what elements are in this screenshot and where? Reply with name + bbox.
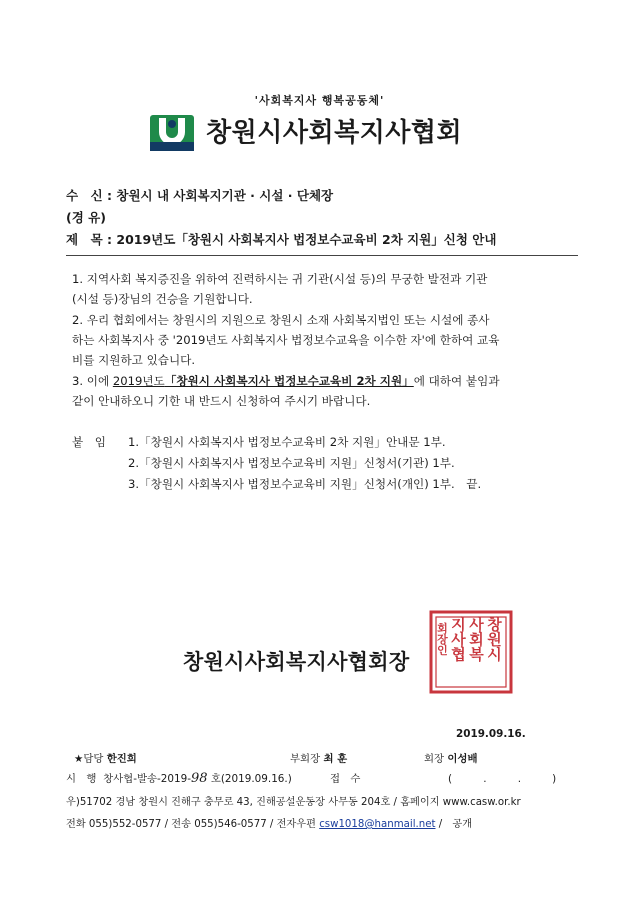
contact-line bbox=[66, 815, 472, 830]
email-link[interactable]: csw1018@hanmail.net bbox=[319, 819, 436, 830]
recipient-line bbox=[66, 186, 333, 204]
receipt-value: ( . . ) bbox=[448, 773, 557, 785]
approval-vice bbox=[290, 750, 347, 765]
address-line: 우)51702 경남 창원시 진해구 충무로 43, 진해공설운동장 사무동 204호 / 홈페이지 www.casw.or.kr bbox=[66, 797, 521, 808]
org-logo-icon bbox=[150, 115, 194, 151]
via-line: (경 유) bbox=[66, 210, 106, 225]
seal-col-1: 창원시 bbox=[485, 616, 503, 662]
body-p2-line2: 하는 사회복지사 중 '2019년도 사회복지사 법정보수교육을 이수한 자'에 한하여 교육 bbox=[72, 333, 500, 347]
attachment-item-1: 1.「창원시 사회복지사 법정보수교육비 2차 지원」안내문 1부. bbox=[128, 435, 446, 449]
attachments-label: 붙 임 bbox=[72, 435, 106, 449]
seal-col-2: 사회복 bbox=[467, 616, 485, 662]
sender-title: 창원시사회복지사협회장 bbox=[183, 650, 410, 674]
approval-staff bbox=[74, 750, 137, 765]
body-p3-line2: 같이 안내하오니 기한 내 반드시 신청하여 주시기 바랍니다. bbox=[72, 394, 371, 408]
vice-label: 부회장 bbox=[290, 753, 321, 765]
divider bbox=[66, 255, 578, 256]
org-title: 창원시사회복지사협회 bbox=[206, 118, 463, 148]
seal-col-4: 회장인 bbox=[435, 622, 449, 656]
recipient-value: 창원시 내 사회복지기관 · 시설 · 단체장 bbox=[116, 188, 334, 203]
slogan: '사회복지사 행복공동체' bbox=[254, 94, 385, 107]
official-seal-icon bbox=[428, 609, 514, 695]
attachment-item-2: 2.「창원시 사회복지사 법정보수교육비 지원」신청서(기관) 1부. bbox=[128, 456, 455, 470]
body-p3-title: 「창원시 사회복지사 법정보수교육비 2차 지원」 bbox=[164, 374, 414, 388]
subject-value: 2019년도「창원시 사회복지사 법정보수교육비 2차 지원」신청 안내 bbox=[116, 232, 497, 247]
recipient-label: 수 신 : bbox=[66, 188, 113, 203]
seal-col-3: 지사협 bbox=[449, 616, 467, 662]
issue-date: 2019.09.16. bbox=[456, 728, 526, 740]
attachment-item-3: 3.「창원시 사회복지사 법정보수교육비 지원」신청서(개인) 1부. 끝. bbox=[128, 477, 482, 491]
pres-name: 이성배 bbox=[447, 753, 478, 765]
body-p3-prefix: 3. 이에 bbox=[72, 374, 113, 388]
body-p3-year: 2019년도 bbox=[112, 374, 165, 388]
staff-label: ★담당 bbox=[74, 753, 104, 765]
enforcement-number-handwritten: 98 bbox=[190, 771, 208, 786]
enforcement-number-prefix: 창사협-발송-2019- bbox=[103, 773, 191, 785]
body-p2-line1: 2. 우리 협회에서는 창원시의 지원으로 창원시 소재 사회복지법인 또는 시설에 종사 bbox=[72, 313, 490, 327]
body-p1-line2: (시설 등)장님의 건승을 기원합니다. bbox=[72, 292, 253, 306]
body-p3-suffix: 에 대하여 붙임과 bbox=[413, 374, 500, 388]
body-p3-line1 bbox=[72, 373, 500, 389]
receipt-label: 접 수 bbox=[330, 773, 361, 785]
enforcement-number-suffix: 호(2019.09.16.) bbox=[210, 773, 292, 785]
approval-president bbox=[424, 750, 478, 765]
contact-suffix: / 공개 bbox=[435, 819, 473, 830]
body-p1-line1: 1. 지역사회 복지증진을 위하여 진력하시는 귀 기관(시설 등)의 무궁한 발전과 기관 bbox=[72, 272, 488, 286]
staff-name: 한진희 bbox=[106, 753, 137, 765]
subject-label: 제 목 : bbox=[66, 232, 113, 247]
vice-name: 최 훈 bbox=[323, 753, 348, 765]
enforcement-line bbox=[66, 770, 292, 786]
body-p2-line3: 비를 지원하고 있습니다. bbox=[72, 353, 196, 367]
contact-prefix: 전화 055)552-0577 / 전송 055)546-0577 / 전자우편 bbox=[66, 819, 320, 830]
pres-label: 회장 bbox=[424, 753, 445, 765]
subject-line bbox=[66, 230, 496, 248]
enforcement-label: 시 행 bbox=[66, 773, 97, 785]
